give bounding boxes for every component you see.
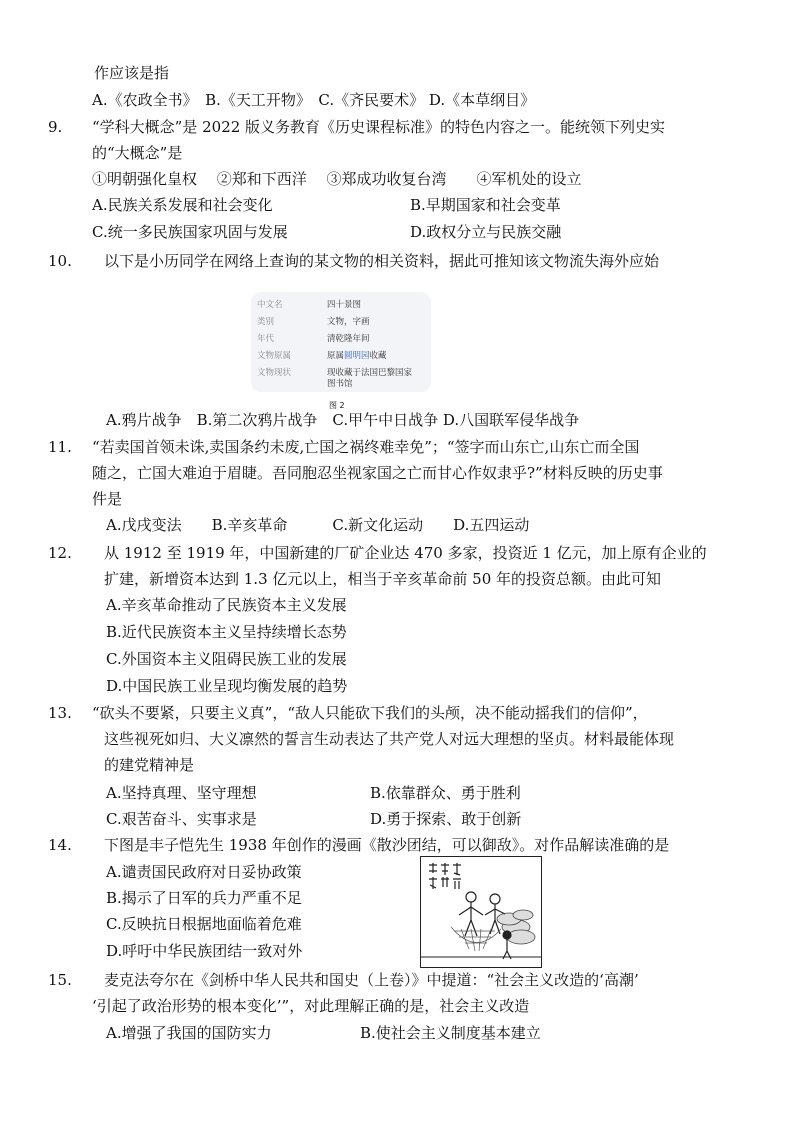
q13-option-b: B.依靠群众、勇于胜利 xyxy=(370,784,521,802)
q12-stem-line2: 扩建，新增资本达到 1.3 亿元以上，相当于辛亥革命前 50 年的投资总额。由此可知 xyxy=(104,570,662,588)
q13-stem-line3: 的建党精神是 xyxy=(104,756,195,774)
q15-option-a: A.增强了我国的国防实力 xyxy=(106,1024,272,1042)
q13-option-a: A.坚持真理、坚守理想 xyxy=(106,784,257,802)
card-key-era: 年代 xyxy=(257,334,275,344)
card-value-category: 文物，字画 xyxy=(327,317,370,327)
q11-number: 11. xyxy=(48,438,72,456)
artifact-info-card xyxy=(251,292,431,392)
origin-suffix: 收藏 xyxy=(369,351,387,361)
q11-stem-line3: 件是 xyxy=(92,490,123,508)
q15-stem-line2: ‘引起了政治形势的根本变化’”，对此理解正确的是，社会主义改造 xyxy=(92,997,530,1015)
q11-options: A.戊戌变法 B.辛亥革命 C.新文化运动 D.五四运动 xyxy=(106,516,530,534)
q8-stem-cont: 作应该是指 xyxy=(94,64,170,82)
card-value-status-line2: 图书馆 xyxy=(327,379,353,389)
q15-option-b: B.使社会主义制度基本建立 xyxy=(360,1024,541,1042)
q10-stem: 以下是小历同学在网络上查询的某文物的相关资料，据此可推知该文物流失海外应始 xyxy=(104,252,660,270)
q15-number: 15. xyxy=(48,971,72,989)
q14-option-b: B.揭示了日军的兵力严重不足 xyxy=(106,889,302,907)
q9-number: 9. xyxy=(48,118,63,136)
q9-stem-line2: 的“大概念”是 xyxy=(92,144,183,162)
q13-stem-line2: 这些视死如归、大义凛然的誓言生动表达了共产党人对远大理想的坚贞。材料最能体现 xyxy=(104,730,675,748)
q12-option-a: A.辛亥革命推动了民族资本主义发展 xyxy=(106,596,347,614)
q15-stem-line1: 麦克法夸尔在《剑桥中华人民共和国史（上卷）》中提道：“社会主义改造的‘高潮’ xyxy=(104,971,639,989)
q14-option-a: A.谴责国民政府对日妥协政策 xyxy=(106,863,302,881)
q8-options: A.《农政全书》 B.《天工开物》 C.《齐民要术》 D.《本草纲目》 xyxy=(92,91,536,109)
card-value-origin xyxy=(327,351,387,362)
origin-link[interactable]: 圆明园 xyxy=(344,351,370,361)
card-key-category: 类别 xyxy=(257,317,275,327)
cartoon-image xyxy=(420,856,542,968)
q14-option-d: D.呼吁中华民族团结一致对外 xyxy=(106,942,303,960)
q10-number: 10. xyxy=(48,252,72,270)
card-value-status-line1: 现收藏于法国巴黎国家 xyxy=(327,368,413,378)
q11-stem-line1: “若卖国首领未诛,卖国条约未废,亡国之祸终难幸免”；“签字而山东亡,山东亡而全国 xyxy=(92,438,640,456)
card-value-era: 清乾隆年间 xyxy=(327,334,370,344)
cartoon-sandbags xyxy=(497,910,535,944)
q14-stem: 下图是丰子恺先生 1938 年创作的漫画《散沙团结，可以御敌》。对作品解读准确的是 xyxy=(104,836,670,854)
q12-option-b: B.近代民族资本主义呈持续增长态势 xyxy=(106,623,347,641)
card-value-name: 四十景图 xyxy=(327,300,362,310)
q12-option-d: D.中国民族工业呈现均衡发展的趋势 xyxy=(106,677,348,695)
q10-options: A.鸦片战争 B.第二次鸦片战争 C.甲午中日战争 D.八国联军侵华战争 xyxy=(106,411,580,429)
origin-prefix: 原属 xyxy=(327,351,345,361)
q9-option-a: A.民族关系发展和社会变化 xyxy=(92,196,273,214)
q12-stem-line1: 从 1912 至 1919 年，中国新建的厂矿企业达 470 多家，投资近 1 亿元，加上原有企业的 xyxy=(104,544,707,562)
q12-number: 12. xyxy=(48,544,72,562)
q14-option-c: C.反映抗日根据地面临着危难 xyxy=(106,915,302,933)
q12-option-c: C.外国资本主义阻碍民族工业的发展 xyxy=(106,650,347,668)
card-key-name: 中文名 xyxy=(257,300,283,310)
q9-stem-line1: “学科大概念”是 2022 版义务教育《历史课程标准》的特色内容之一。能统领下列史实 xyxy=(92,118,666,136)
q14-number: 14. xyxy=(48,836,72,854)
figure-label: 图 2 xyxy=(329,401,345,410)
cartoon-net xyxy=(451,927,501,951)
q9-option-d: D.政权分立与民族交融 xyxy=(410,223,562,241)
q11-stem-line2: 随之，亡国大难迫于眉睫。吾同胞忍坐视家国之亡而甘心作奴隶乎?”材料反映的历史事 xyxy=(92,464,663,482)
q13-stem-line1: “砍头不要紧，只要主义真”，“敌人只能砍下我们的头颅，决不能动摇我们的信仰”， xyxy=(92,704,648,722)
q9-facts: ①明朝强化皇权 ②郑和下西洋 ③郑成功收复台湾 ④军机处的设立 xyxy=(92,170,582,188)
q13-number: 13. xyxy=(48,704,72,722)
q9-option-b: B.早期国家和社会变革 xyxy=(410,196,561,214)
card-key-status: 文物现状 xyxy=(257,368,292,378)
cartoon-inscription xyxy=(429,863,461,889)
q9-option-c: C.统一多民族国家巩固与发展 xyxy=(92,223,288,241)
q13-option-c: C.艰苦奋斗、实事求是 xyxy=(106,810,257,828)
cartoon-drawing xyxy=(421,857,541,967)
q13-option-d: D.勇于探索、敢于创新 xyxy=(370,810,522,828)
card-key-origin: 文物原属 xyxy=(257,351,292,361)
